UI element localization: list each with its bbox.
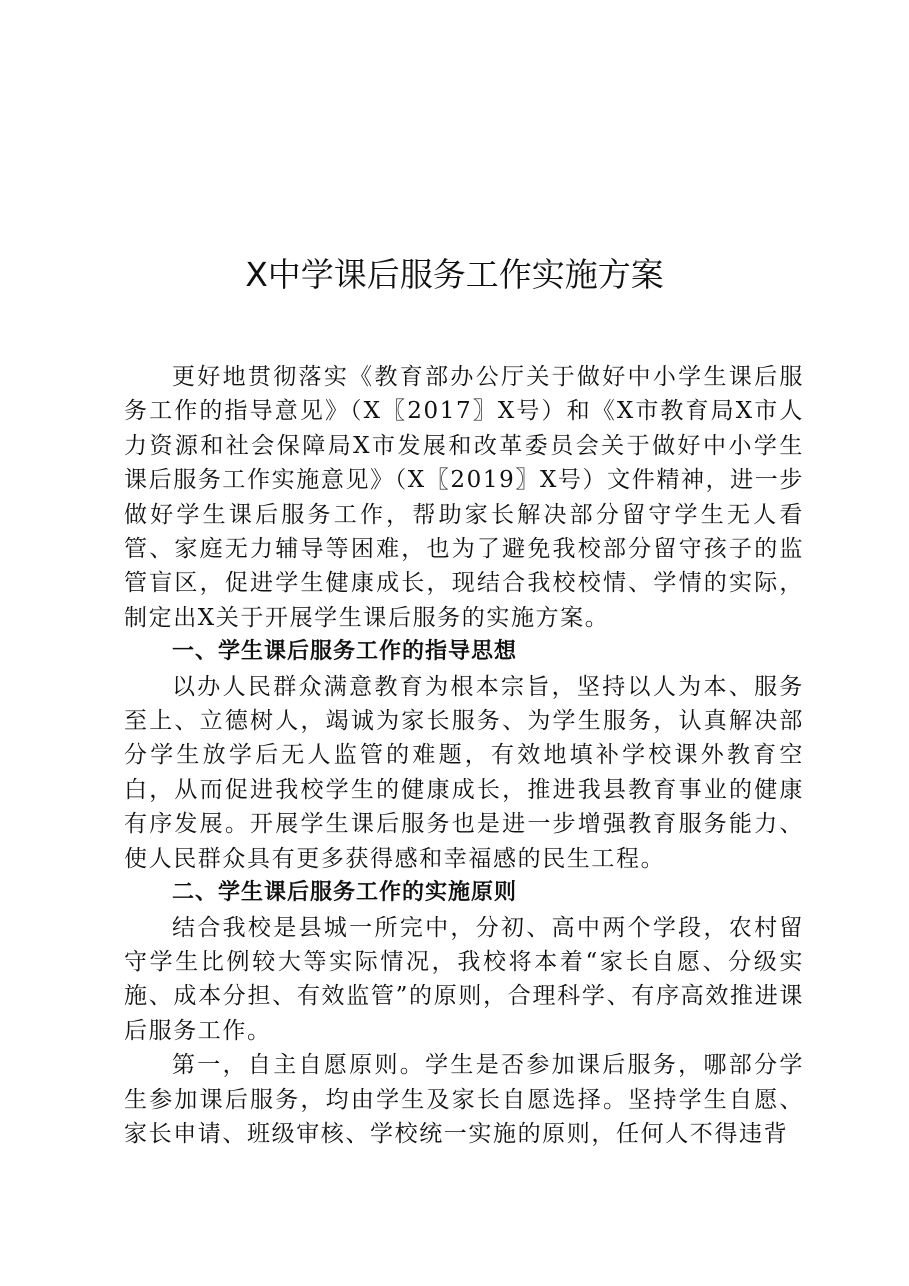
principles-paragraph: 结合我校是县城一所完中，分初、高中两个学段，农村留守学生比例较大等实际情况，我校将本着“家长自愿、分级实施、成本分担、有效监管”的原则，合理科学、有序高效推进课后服务工作。 (124, 914, 804, 1044)
section-heading-principles: 二、学生课后服务工作的实施原则 (172, 880, 518, 906)
section-heading-guiding-thought: 一、学生课后服务工作的指导思想 (172, 639, 518, 665)
document-title: X中学课后服务工作实施方案 (245, 255, 664, 294)
principle-voluntary-paragraph: 第一，自主自愿原则。学生是否参加课后服务，哪部分学生参加课后服务，均由学生及家长自愿选择。坚持学生自愿、家长申请、班级审核、学校统一实施的原则，任何人不得违背 (124, 1052, 804, 1147)
intro-paragraph: 更好地贯彻落实《教育部办公厅关于做好中小学生课后服务工作的指导意见》（X〖2017〗X号）和《X市教育局X市人力资源和社会保障局X市发展和改革委员会关于做好中小学生课后服务工作实施意见》（X〖2019〗X号）文件精神，进一步做好学生课后服务工作，帮助家长解决部分留守学生无人看管、家庭无力辅导等困难，也为了避免我校部分留守孩子的监管盲区，促进学生健康成长，现结合我校校情、学情的实际，制定出X关于开展学生课后服务的实施方案。 (124, 364, 804, 631)
guiding-thought-paragraph: 以办人民群众满意教育为根本宗旨，坚持以人为本、服务至上、立德树人，竭诚为家长服务、为学生服务，认真解决部分学生放学后无人监管的难题，有效地填补学校课外教育空白，从而促进我校学生的健康成长，推进我县教育事业的健康有序发展。开展学生课后服务也是进一步增强教育服务能力、使人民群众具有更多获得感和幸福感的民生工程。 (124, 673, 804, 872)
document-body (124, 360, 804, 1151)
